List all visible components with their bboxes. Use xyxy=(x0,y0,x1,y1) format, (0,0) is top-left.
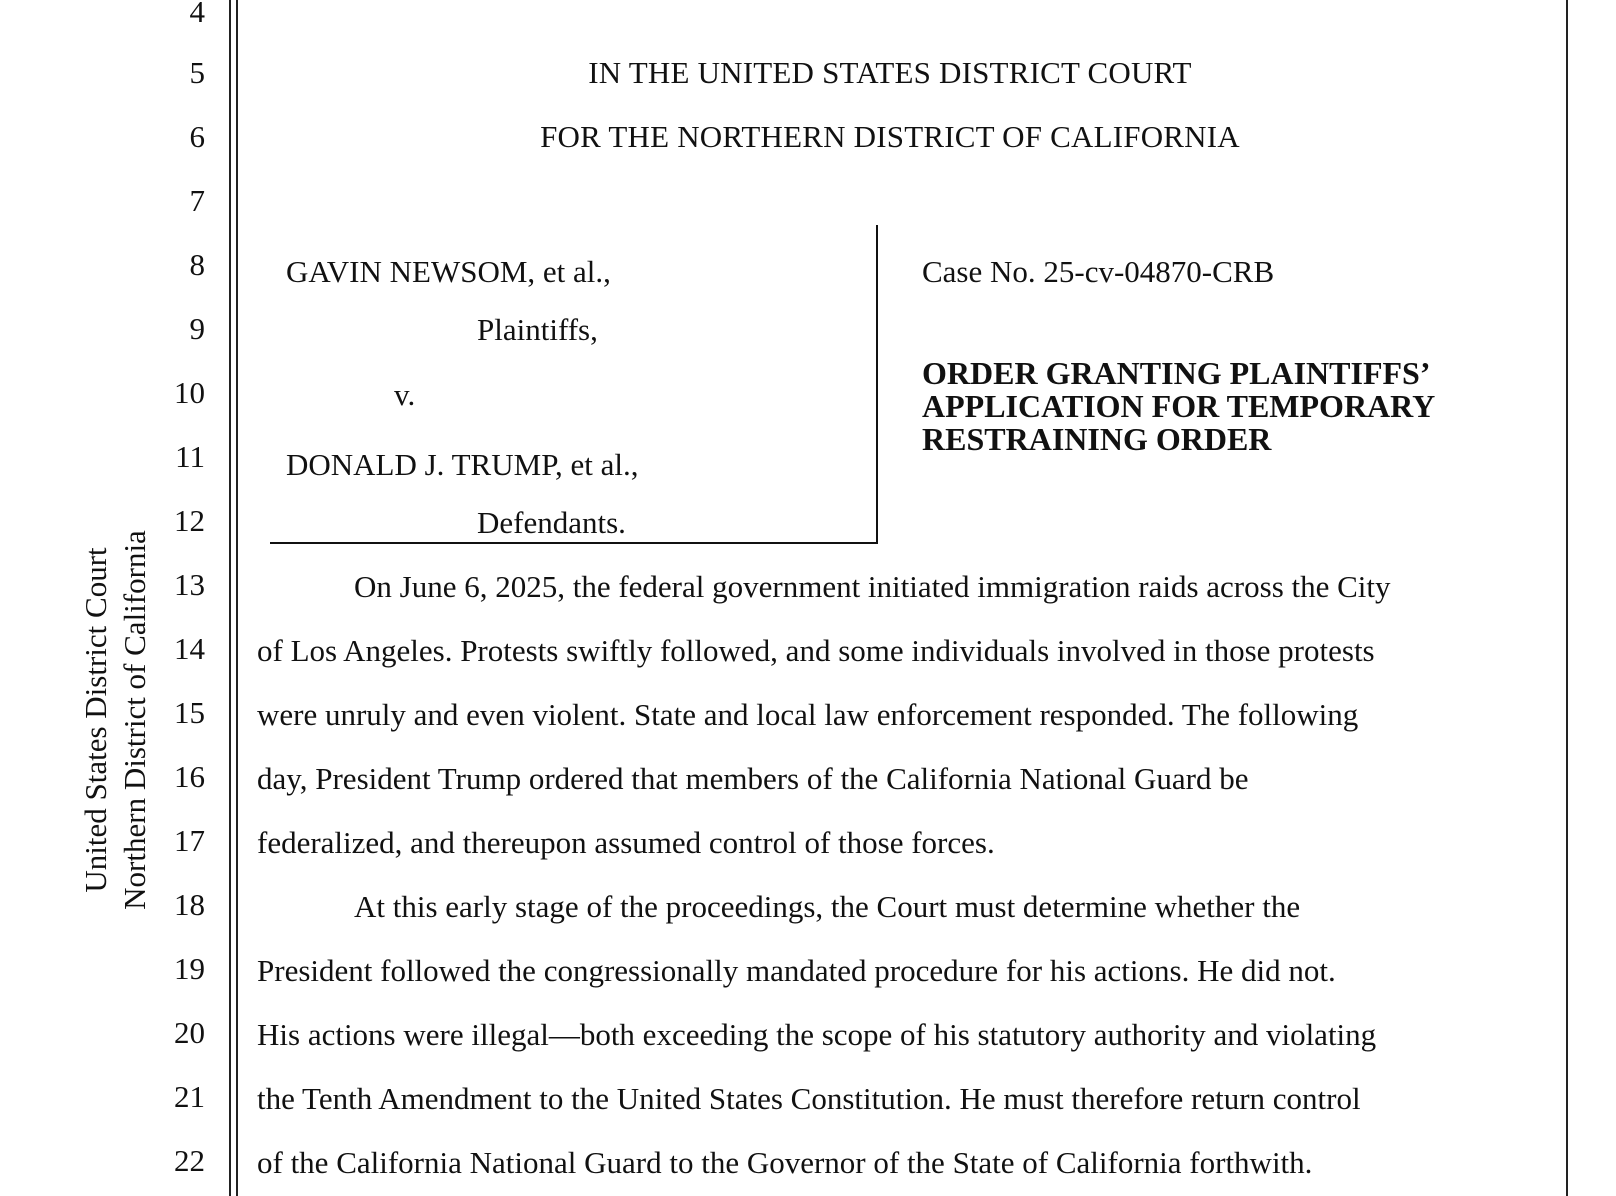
left-margin-rule-inner xyxy=(236,0,238,1196)
body-line: were unruly and even violent. State and local law enforcement responded. The following xyxy=(257,697,1359,732)
case-number: Case No. 25-cv-04870-CRB xyxy=(922,254,1275,289)
left-margin-rule-outer xyxy=(229,0,231,1196)
plaintiff-role: Plaintiffs, xyxy=(477,312,598,347)
side-caption-line-2: Northern District of California xyxy=(117,530,152,910)
line-number: 18 xyxy=(174,887,205,922)
line-number: 11 xyxy=(175,439,205,474)
line-number: 19 xyxy=(174,951,205,986)
body-line: On June 6, 2025, the federal government initiated immigration raids across the City xyxy=(354,569,1391,604)
line-number: 10 xyxy=(174,375,205,410)
line-number: 8 xyxy=(189,247,205,282)
versus: v. xyxy=(394,377,416,412)
defendant-role: Defendants. xyxy=(477,505,626,540)
line-number: 15 xyxy=(174,695,205,730)
court-title-line-2: FOR THE NORTHERN DISTRICT OF CALIFORNIA xyxy=(540,119,1240,154)
body-line: At this early stage of the proceedings, the Court must determine whether the xyxy=(354,889,1301,924)
line-number: 14 xyxy=(174,631,205,666)
order-title-line: APPLICATION FOR TEMPORARY xyxy=(922,388,1436,424)
line-number: 6 xyxy=(189,119,205,154)
body-line: President followed the congressionally mandated procedure for his actions. He did not. xyxy=(257,953,1336,988)
caption-divider-vertical xyxy=(876,225,878,544)
line-number: 9 xyxy=(189,311,205,346)
right-margin-rule xyxy=(1566,0,1568,1196)
court-title-line-1: IN THE UNITED STATES DISTRICT COURT xyxy=(588,55,1192,90)
defendant-name: DONALD J. TRUMP, et al., xyxy=(286,447,639,482)
line-number: 7 xyxy=(189,183,205,218)
body-line: His actions were illegal—both exceeding the scope of his statutory authority and violating xyxy=(257,1017,1377,1052)
line-number: 13 xyxy=(174,567,205,602)
order-title xyxy=(922,357,1522,456)
side-caption-line-1: United States District Court xyxy=(78,547,113,893)
line-number: 20 xyxy=(174,1015,205,1050)
body-line: the Tenth Amendment to the United States Constitution. He must therefore return control xyxy=(257,1081,1361,1116)
body-line: of the California National Guard to the Governor of the State of California forthwith. xyxy=(257,1145,1313,1180)
line-number: 4 xyxy=(189,0,205,29)
order-title-line: RESTRAINING ORDER xyxy=(922,421,1272,457)
line-number: 22 xyxy=(174,1143,205,1178)
plaintiff-name: GAVIN NEWSOM, et al., xyxy=(286,254,611,289)
body-line: day, President Trump ordered that members of the California National Guard be xyxy=(257,761,1249,796)
line-number: 21 xyxy=(174,1079,205,1114)
line-number: 17 xyxy=(174,823,205,858)
body-line: of Los Angeles. Protests swiftly followed, and some individuals involved in those protests xyxy=(257,633,1375,668)
caption-divider-horizontal xyxy=(270,542,878,544)
line-number: 5 xyxy=(189,55,205,90)
line-number: 12 xyxy=(174,503,205,538)
order-title-line: ORDER GRANTING PLAINTIFFS’ xyxy=(922,355,1431,391)
body-line: federalized, and thereupon assumed control of those forces. xyxy=(257,825,995,860)
line-number: 16 xyxy=(174,759,205,794)
